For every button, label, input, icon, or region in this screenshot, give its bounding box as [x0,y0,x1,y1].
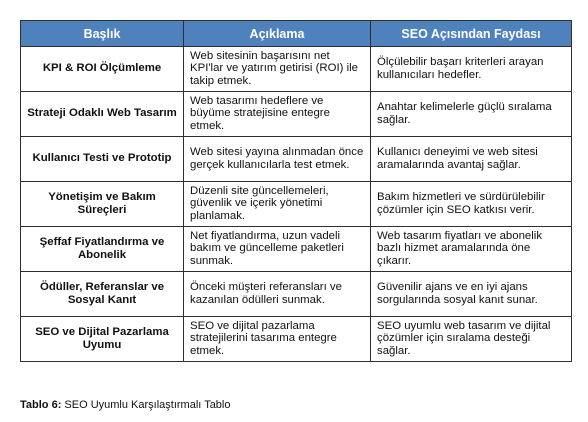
table-row [21,182,572,227]
header-aciklama: Açıklama [184,21,371,47]
row-title-cell: Şeffaf Fiyatlandırma ve Abonelik [21,227,184,272]
header-baslik: Başlık [21,21,184,47]
row-benefit-cell: Kullanıcı deneyimi ve web sitesi aramalarında avantaj sağlar. [371,137,572,182]
table-row [21,137,572,182]
row-benefit-cell: Anahtar kelimelerle güçlü sıralama sağlar. [371,92,572,137]
comparison-table-wrapper [20,20,571,362]
row-title-cell: Yönetişim ve Bakım Süreçleri [21,182,184,227]
table-row [21,317,572,362]
row-benefit-cell: Ölçülebilir başarı kriterleri arayan kullanıcıları hedefler. [371,47,572,92]
row-benefit-cell: Güvenilir ajans ve en iyi ajans sorgularında sosyal kanıt sunar. [371,272,572,317]
row-description-cell: Web sitesi yayına alınmadan önce gerçek kullanıcılarla test etmek. [184,137,371,182]
table-row [21,92,572,137]
table-caption [20,399,231,411]
row-title-cell: Strateji Odaklı Web Tasarım [21,92,184,137]
row-description-cell: Web sitesinin başarısını net KPI'lar ve yatırım getirisi (ROI) ile takip etmek. [184,47,371,92]
row-title-cell: KPI & ROI Ölçümleme [21,47,184,92]
row-description-cell: Düzenli site güncellemeleri, güvenlik ve içerik yönetimi planlamak. [184,182,371,227]
row-title-cell: Ödüller, Referanslar ve Sosyal Kanıt [21,272,184,317]
row-benefit-cell: Web tasarım fiyatları ve abonelik bazlı hizmet aramalarında öne çıkarır. [371,227,572,272]
row-benefit-cell: SEO uyumlu web tasarım ve dijital çözümler için sıralama desteği sağlar. [371,317,572,362]
row-description-cell: Net fiyatlandırma, uzun vadeli bakım ve güncelleme paketleri sunmak. [184,227,371,272]
comparison-table [20,20,572,362]
row-title-cell: SEO ve Dijital Pazarlama Uyumu [21,317,184,362]
row-description-cell: Önceki müşteri referansları ve kazanılan ödülleri sunmak. [184,272,371,317]
table-row [21,272,572,317]
caption-text: SEO Uyumlu Karşılaştırmalı Tablo [61,399,231,411]
table-row [21,227,572,272]
row-title-cell: Kullanıcı Testi ve Prototip [21,137,184,182]
row-description-cell: Web tasarımı hedeflere ve büyüme stratejisine entegre etmek. [184,92,371,137]
table-row [21,47,572,92]
row-benefit-cell: Bakım hizmetleri ve sürdürülebilir çözümler için SEO katkısı verir. [371,182,572,227]
header-seo-faydasi: SEO Açısından Faydası [371,21,572,47]
caption-label: Tablo 6: [20,399,62,411]
table-header-row [21,21,572,47]
row-description-cell: SEO ve dijital pazarlama stratejilerini tasarıma entegre etmek. [184,317,371,362]
